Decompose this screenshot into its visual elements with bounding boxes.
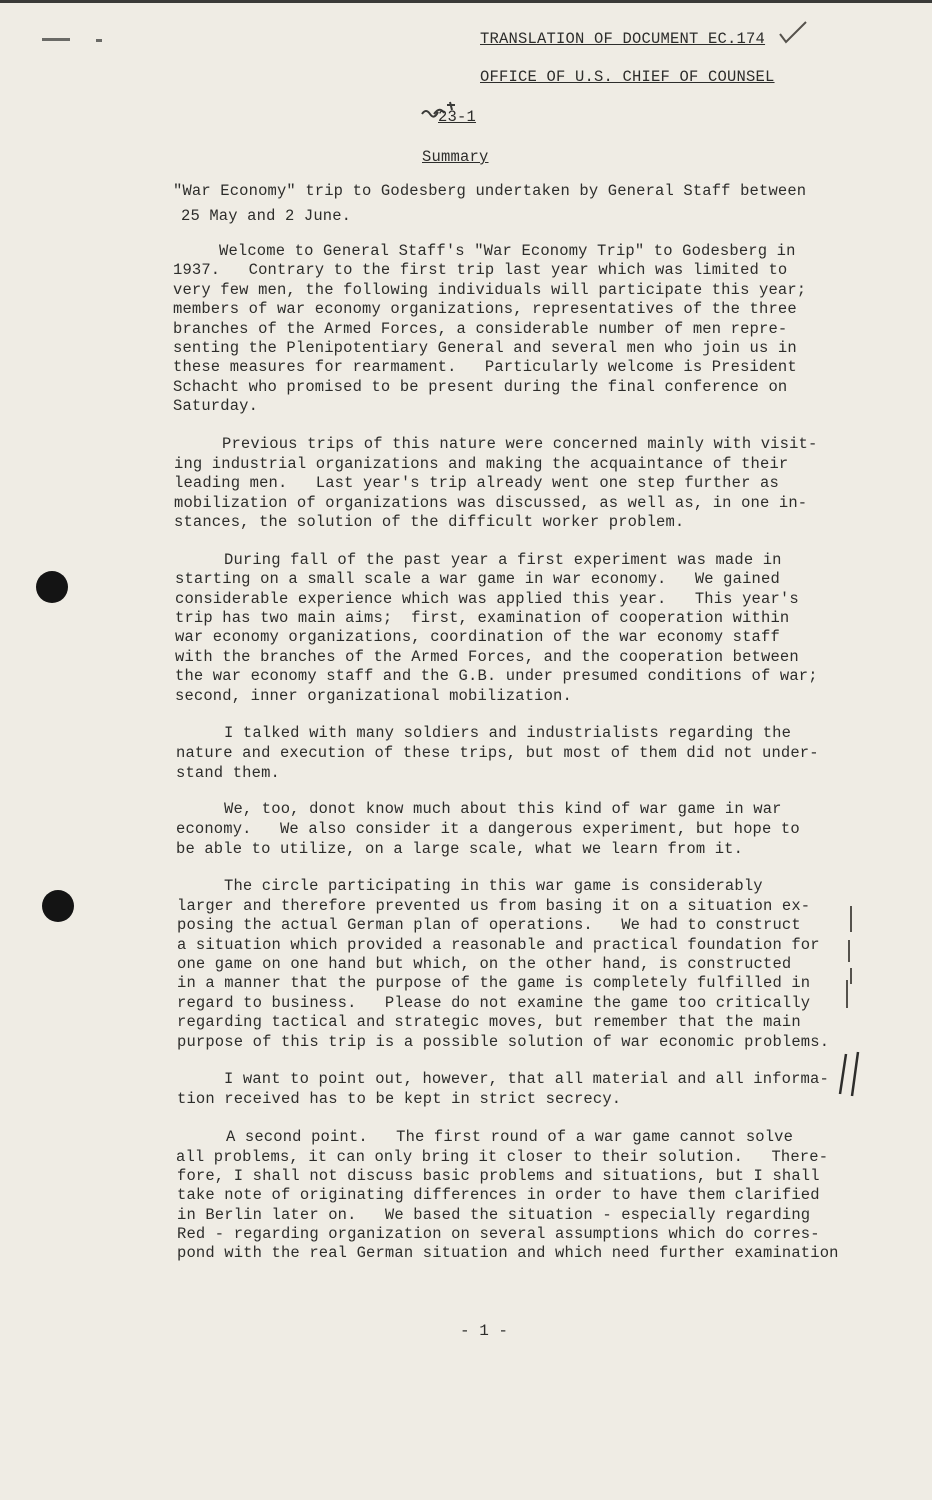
top-edge-line	[0, 0, 932, 3]
text-line: 1937. Contrary to the first trip last year which was limited to	[173, 261, 788, 279]
text-line: 25 May and 2 June.	[181, 207, 352, 225]
punch-hole	[36, 571, 68, 603]
margin-line	[850, 968, 852, 984]
text-line: starting on a small scale a war game in war economy. We gained	[175, 570, 780, 588]
document-number-text: 23-1	[438, 108, 477, 126]
text-line: considerable experience which was applied this year. This year's	[175, 590, 799, 608]
text-line: ing industrial organizations and making the acquaintance of their	[174, 455, 789, 473]
text-line: second, inner organizational mobilization.	[175, 687, 572, 705]
text-line: trip has two main aims; first, examination of cooperation within	[175, 609, 790, 627]
text-line: A second point. The first round of a war game cannot solve	[226, 1128, 794, 1146]
text-line: nature and execution of these trips, but most of them did not under-	[176, 744, 819, 762]
text-line: Welcome to General Staff's "War Economy Trip" to Godesberg in	[219, 242, 796, 260]
text-line: tion received has to be kept in strict secrecy.	[177, 1090, 622, 1108]
text-line: these measures for rearmament. Particularly welcome is President	[173, 358, 797, 376]
text-line: branches of the Armed Forces, a considerable number of men repre-	[173, 320, 788, 338]
text-line: pond with the real German situation and which need further examination	[177, 1244, 839, 1262]
text-line: the war economy staff and the G.B. under presumed conditions of war;	[175, 667, 818, 685]
margin-line	[848, 940, 850, 962]
office-header: OFFICE OF U.S. CHIEF OF COUNSEL	[480, 68, 775, 86]
text-line: economy. We also consider it a dangerous experiment, but hope to	[176, 820, 800, 838]
text-line: members of war economy organizations, representatives of the three	[173, 300, 797, 318]
text-line: with the branches of the Armed Forces, and the cooperation between	[175, 648, 799, 666]
double-slash-mark-icon	[832, 1050, 866, 1098]
text-line: mobilization of organizations was discussed, as well as, in one in-	[174, 494, 808, 512]
text-line: all problems, it can only bring it closer to their solution. There-	[176, 1148, 829, 1166]
text-line: We, too, donot know much about this kind of war game in war	[224, 800, 782, 818]
text-line: During fall of the past year a first experiment was made in	[224, 551, 782, 569]
text-line: senting the Plenipotentiary General and several men who join us in	[173, 339, 797, 357]
translation-header: TRANSLATION OF DOCUMENT EC.174	[480, 30, 766, 48]
text-line: Red - regarding organization on several assumptions which do corres-	[177, 1225, 820, 1243]
margin-mark	[96, 39, 102, 42]
text-line: a situation which provided a reasonable and practical foundation for	[177, 936, 820, 954]
text-line: larger and therefore prevented us from basing it on a situation ex-	[177, 897, 811, 915]
margin-line	[850, 906, 852, 932]
text-line: regard to business. Please do not examine the game too critically	[177, 994, 811, 1012]
text-line: purpose of this trip is a possible solution of war economic problems.	[177, 1033, 830, 1051]
check-mark-icon	[778, 18, 808, 48]
text-line: The circle participating in this war game is considerably	[224, 877, 763, 895]
text-line: Saturday.	[173, 397, 259, 415]
text-line: "War Economy" trip to Godesberg undertaken by General Staff between	[173, 182, 807, 200]
text-line: one game on one hand but which, on the other hand, is constructed	[177, 955, 792, 973]
text-line: posing the actual German plan of operations. We had to construct	[177, 916, 801, 934]
text-line: regarding tactical and strategic moves, but remember that the main	[177, 1013, 801, 1031]
text-line: Previous trips of this nature were concerned mainly with visit-	[222, 435, 818, 453]
text-line: fore, I shall not discuss basic problems and situations, but I shall	[177, 1167, 820, 1185]
text-line: I want to point out, however, that all material and all informa-	[224, 1070, 829, 1088]
punch-hole	[42, 890, 74, 922]
text-line: leading men. Last year's trip already went one step further as	[174, 474, 779, 492]
text-line: war economy organizations, coordination of the war economy staff	[175, 628, 780, 646]
text-line: be able to utilize, on a large scale, what we learn from it.	[176, 840, 744, 858]
text-line: in Berlin later on. We based the situation - especially regarding	[177, 1206, 811, 1224]
page-number: - 1 -	[460, 1322, 509, 1340]
text-line: take note of originating differences in order to have them clarified	[177, 1186, 820, 1204]
text-line: stances, the solution of the difficult worker problem.	[174, 513, 685, 531]
summary-heading: Summary	[422, 148, 489, 166]
text-line: Schacht who promised to be present during the final conference on	[173, 378, 788, 396]
margin-mark	[42, 38, 70, 41]
text-line: stand them.	[176, 764, 280, 782]
document-number	[438, 108, 476, 126]
text-line: very few men, the following individuals will participate this year;	[173, 281, 807, 299]
text-line: in a manner that the purpose of the game is completely fulfilled in	[177, 974, 811, 992]
text-line: I talked with many soldiers and industrialists regarding the	[224, 724, 792, 742]
margin-line	[846, 980, 848, 1008]
